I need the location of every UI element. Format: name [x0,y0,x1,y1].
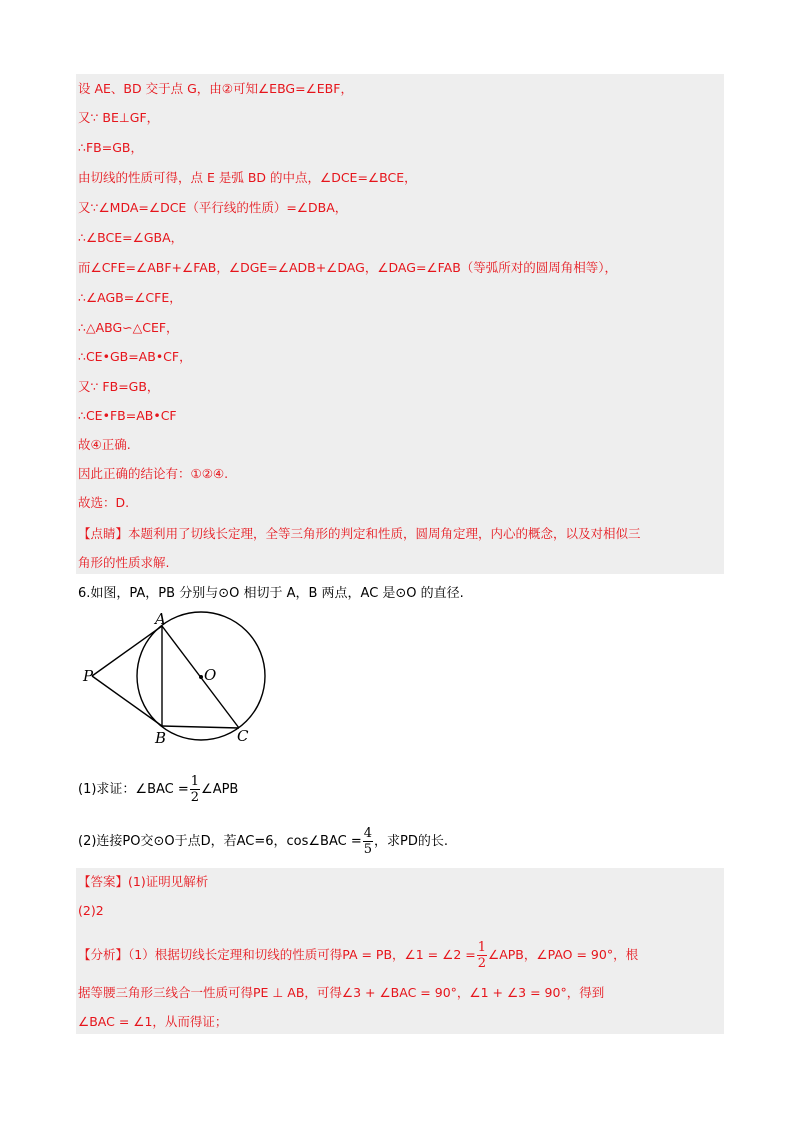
q2-frac-den: 5 [363,842,373,857]
problem-statement: 6.如图，PA，PB 分别与⊙O 相切于 A，B 两点，AC 是⊙O 的直径. [78,586,464,601]
q1-fraction [190,774,200,805]
chord-bc [162,726,239,728]
question-2 [78,826,448,857]
solution-line: 故选：D. [78,495,130,510]
solution-line: 故④正确. [78,437,131,452]
q2-suffix: ，求PD的长. [374,834,449,849]
analysis-line-2: 据等腰三角形三线合一性质可得PE ⊥ AB，可得∠3 + ∠BAC = 90°，∠1 + ∠3 = 90°，得到 [78,985,605,1000]
solution-line: ∴CE•GB=AB•CF， [78,349,192,364]
solution-line: 又∵∠MDA=∠DCE（平行线的性质）=∠DBA， [78,200,348,215]
solution-line: ∴∠BCE=∠GBA， [78,230,184,245]
answer-line-2: (2)2 [78,903,104,918]
solution-line: ∴FB=GB， [78,140,143,155]
solution-line: ∴△ABG∽△CEF， [78,320,179,335]
label-c: C [237,727,249,745]
analysis-frac-den: 2 [477,956,487,971]
dianjing-line-1 [78,525,641,543]
q2-fraction [363,826,373,857]
tangent-pb [92,676,162,726]
center-dot [199,675,203,679]
analysis-line-3: ∠BAC = ∠1，从而得证； [78,1014,228,1029]
tangent-pa [92,626,162,676]
analysis-frac-num: 1 [477,940,487,955]
q1-suffix: ∠APB [201,782,239,797]
solution-line: 设 AE、BD 交于点 G，由②可知∠EBG=∠EBF， [78,81,353,96]
solution-line: 又∵ BE⊥GF， [78,110,160,125]
q2-frac-num: 4 [363,826,373,841]
label-b: B [155,729,167,747]
solution-line: ∴∠AGB=∠CFE， [78,290,182,305]
answer-line-1 [78,873,208,891]
solution-line: 又∵ FB=GB， [78,379,160,394]
analysis-fraction [477,940,487,971]
q2-prefix: (2)连接PO交⊙O于点D，若AC=6，cos∠BAC = [78,834,362,849]
q1-prefix: (1)求证：∠BAC = [78,782,189,797]
analysis-text-b: ∠APB，∠PAO = 90°，根 [488,947,639,962]
answer-part1: (1)证明见解析 [128,874,209,889]
geometry-figure [80,608,280,753]
dianjing-line-2: 角形的性质求解. [78,555,170,570]
analysis-text-a: （1）根据切线长定理和切线的性质可得PA = PB，∠1 = ∠2 = [128,947,476,962]
question-1 [78,774,238,805]
dianjing-tag: 【点睛】 [78,526,129,541]
q1-frac-den: 2 [190,790,200,805]
q1-frac-num: 1 [190,774,200,789]
label-p: P [83,667,94,685]
label-a: A [155,610,166,628]
dianjing-text: 本题利用了切线长定理，全等三角形的判定和性质，圆周角定理，内心的概念，以及对相似三 [128,526,641,541]
solution-line: ∴CE•FB=AB•CF [78,408,177,423]
solution-line: 而∠CFE=∠ABF+∠FAB，∠DGE=∠ADB+∠DAG，∠DAG=∠FAB（等弧所对的圆周角相等）， [78,260,618,275]
analysis-tag: 【分析】 [78,947,129,962]
answer-tag: 【答案】 [78,874,129,889]
analysis-line-1 [78,940,638,971]
solution-line: 由切线的性质可得，点 E 是弧 BD 的中点，∠DCE=∠BCE， [78,170,417,185]
solution-line: 因此正确的结论有：①②④. [78,466,229,481]
label-o: O [204,666,217,684]
